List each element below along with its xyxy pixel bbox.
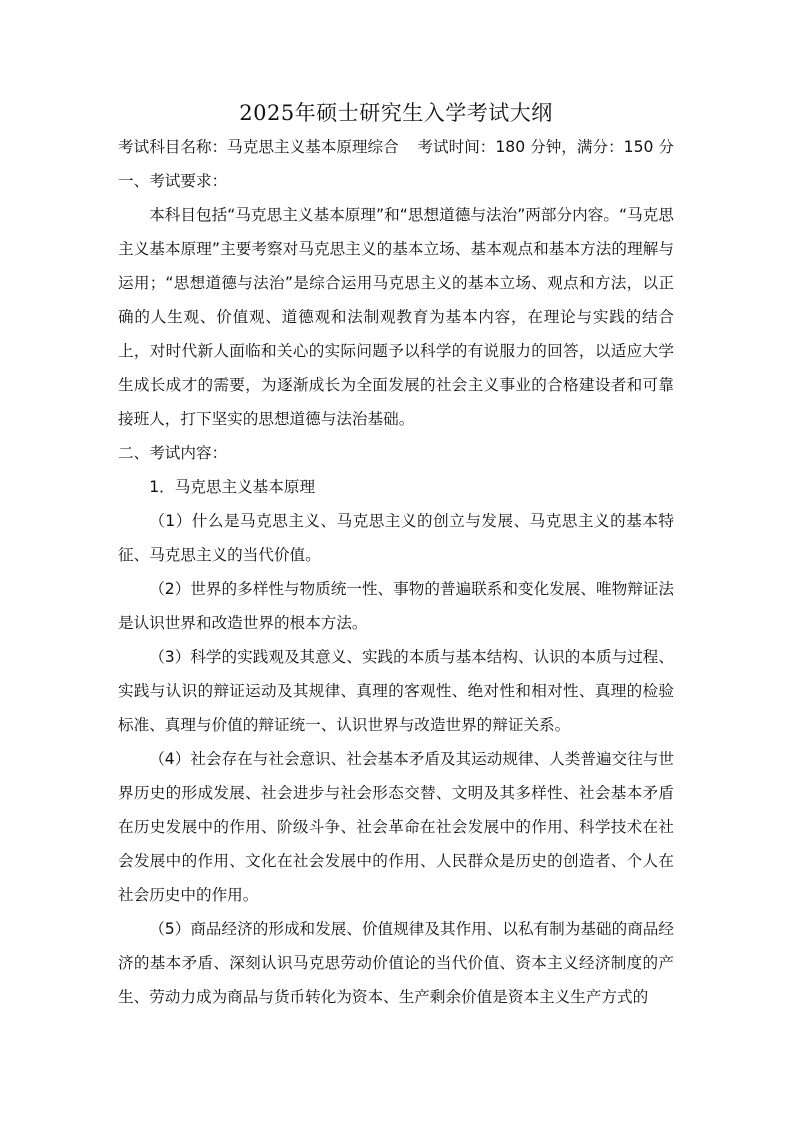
content-item: （4）社会存在与社会意识、社会基本矛盾及其运动规律、人类普遍交往与世界历史的形成发展、社会进步与社会形态交替、文明及其多样性、社会基本矛盾在历史发展中的作用、阶级斗争、社会革命在社会发展中的作用、科学技术在社会发展中的作用、文化在社会发展中的作用、人民群众是历史的创造者、个人在社会历史中的作用。	[118, 750, 674, 904]
section-heading-requirements: 一、考试要求：	[118, 172, 228, 190]
content-item: （5）商品经济的形成和发展、价值规律及其作用、以私有制为基础的商品经济的基本矛盾、深刻认识马克思劳动价值论的当代价值、资本主义经济制度的产生、劳动力成为商品与货币转化为资本、生产剩余价值是资本主义生产方式的	[118, 920, 674, 1006]
exam-subject: 考试科目名称：马克思主义基本原理综合	[118, 138, 399, 156]
content-item: （2）世界的多样性与物质统一性、事物的普遍联系和变化发展、唯物辩证法是认识世界和改造世界的根本方法。	[118, 580, 674, 632]
document-title: 2025年硕士研究生入学考试大纲	[239, 101, 553, 125]
exam-time-score: 考试时间：180 分钟，满分：150 分	[417, 138, 674, 156]
exam-meta	[118, 130, 674, 164]
section-heading-content: 二、考试内容：	[118, 444, 228, 462]
subsection-heading: 1．马克思主义基本原理	[149, 478, 316, 496]
content-item: （3）科学的实践观及其意义、实践的本质与基本结构、认识的本质与过程、实践与认识的辩证运动及其规律、真理的客观性、绝对性和相对性、真理的检验标准、真理与价值的辩证统一、认识世界与改造世界的辩证关系。	[118, 648, 674, 734]
content-item: （1）什么是马克思主义、马克思主义的创立与发展、马克思主义的基本特征、马克思主义的当代价值。	[118, 512, 674, 564]
requirements-paragraph: 本科目包括“马克思主义基本原理”和“思想道德与法治”两部分内容。“马克思主义基本原理”主要考察对马克思主义的基本立场、基本观点和基本方法的理解与运用；“思想道德与法治”是综合运用马克思主义的基本立场、观点和方法，以正确的人生观、价值观、道德观和法制观教育为基本内容，在理论与实践的结合上，对时代新人面临和关心的实际问题予以科学的有说服力的回答，以适应大学生成长成才的需要，为逐渐成长为全面发展的社会主义事业的合格建设者和可靠接班人，打下坚实的思想道德与法治基础。	[118, 206, 674, 428]
document-page	[118, 96, 674, 1014]
